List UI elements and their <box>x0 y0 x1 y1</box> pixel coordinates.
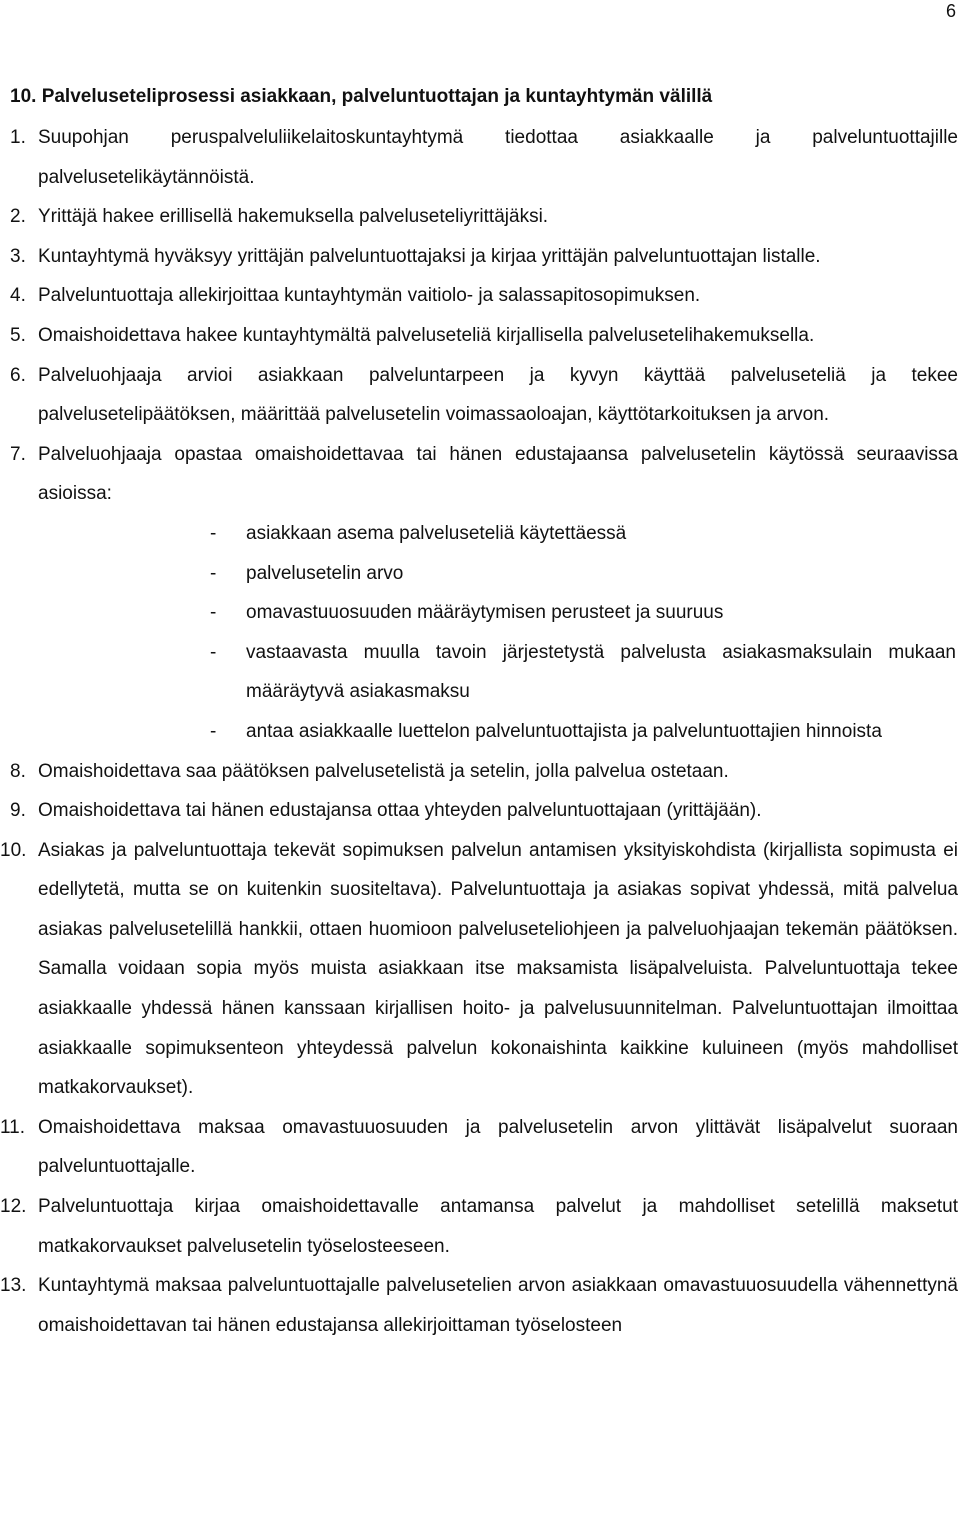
step-text: Omaishoidettava saa päätöksen palvelusetelistä ja setelin, jolla palvelua ostetaan. <box>38 760 729 782</box>
step-number: 9. <box>10 800 26 822</box>
page-number: 6 <box>945 1 956 21</box>
step-text: Asiakas ja palveluntuottaja tekevät sopimuksen palvelun antamisen yksityiskohdista (kirjallista sopimusta ei edellytetä, mutta se on kuitenkin suositeltava). Palveluntuottaja ja asiakas sopivat yhdessä, mitä palvelua asiakas palvelusetelillä hankkii, ottaen huomioon palveluseteliohjeen ja palveluohjaajan tekemän päätöksen. Samalla voidaan sopia myös muista asiakkaan itse maksamista lisäpalveluista. Palveluntuottaja tekee asiakkaalle yhdessä hänen kanssaan kirjallisen hoito- ja palvelusuunnitelman. Palveluntuottajan ilmoittaa asiakkaalle sopimuksenteon yhteydessä palvelun kokonaishinta kaikkine kuluineen (myös mahdolliset matkakorvaukset). <box>38 839 958 1099</box>
sub-item-text: palvelusetelin arvo <box>246 562 404 584</box>
step-number: 1. <box>10 127 26 148</box>
list-item <box>0 831 958 1108</box>
step-number: 6. <box>10 364 26 386</box>
sub-list-item <box>38 712 958 752</box>
list-item <box>0 197 958 237</box>
step-number: 3. <box>10 245 26 267</box>
step-text: Suupohjan peruspalveluliikelaitoskuntayhtymä tiedottaa asiakkaalle ja palveluntuottajille palvelusetelikäytännöistä. <box>38 127 958 188</box>
step-number: 7. <box>10 443 26 465</box>
step-number: 4. <box>10 285 26 307</box>
sub-item-text: omavastuuosuuden määräytymisen perusteet ja suuruus <box>246 602 724 624</box>
step-text: Yrittäjä hakee erillisellä hakemuksella palveluseteliyrittäjäksi. <box>38 206 549 228</box>
step-text: Palveluohjaaja arvioi asiakkaan palveluntarpeen ja kyvyn käyttää palveluseteliä ja tekee palvelusetelipäätöksen, määrittää palvelusetelin voimassaoloajan, käyttötarkoituksen ja arvon. <box>38 364 958 426</box>
step-text: Omaishoidettava tai hänen edustajansa ottaa yhteyden palveluntuottajaan (yrittäjään). <box>38 800 762 822</box>
sub-list-item <box>38 593 958 633</box>
step-number: 10. <box>0 839 27 861</box>
list-item <box>0 791 958 831</box>
list-item <box>0 1187 958 1266</box>
dash-bullet: - <box>210 602 217 624</box>
step-text: Omaishoidettava maksaa omavastuuosuuden ja palvelusetelin arvon ylittävät lisäpalvelut suoraan palveluntuottajalle. <box>38 1116 958 1178</box>
sub-list-item <box>38 633 958 712</box>
sub-item-text: asiakkaan asema palveluseteliä käytettäessä <box>246 522 627 544</box>
step-number: 11. <box>0 1116 26 1138</box>
section-heading: 10. Palveluseteliprosessi asiakkaan, palveluntuottajan ja kuntayhtymän välillä <box>10 86 713 107</box>
step-number: 13. <box>0 1275 27 1297</box>
sub-list-item <box>38 554 958 594</box>
list-item <box>0 237 958 277</box>
sub-list-item <box>38 514 958 554</box>
dash-bullet: - <box>210 562 217 584</box>
list-item <box>0 752 958 792</box>
sub-item-text: antaa asiakkaalle luettelon palveluntuottajista ja palveluntuottajien hinnoista <box>246 720 882 742</box>
list-item <box>0 118 958 197</box>
list-item <box>0 356 958 435</box>
step-text: Omaishoidettava hakee kuntayhtymältä palveluseteliä kirjallisella palvelusetelihakemuksella. <box>38 324 815 346</box>
process-steps-list <box>0 118 958 1345</box>
step-number: 5. <box>10 324 26 346</box>
step-text: Kuntayhtymä maksaa palveluntuottajalle palvelusetelien arvon asiakkaan omavastuuosuudella vähennettynä omaishoidettavan tai hänen edustajansa allekirjoittaman työselosteen <box>38 1275 958 1336</box>
list-item <box>0 316 958 356</box>
step-text: Palveluntuottaja kirjaa omaishoidettavalle antamansa palvelut ja mahdolliset setelillä maksetut matkakorvaukset palvelusetelin työselosteeseen. <box>38 1196 958 1257</box>
step-number: 2. <box>10 206 26 228</box>
step-text: Palveluntuottaja allekirjoittaa kuntayhtymän vaitiolo- ja salassapitosopimuksen. <box>38 285 701 307</box>
list-item <box>0 435 958 752</box>
dash-bullet: - <box>210 720 217 742</box>
guidance-topics-list <box>38 514 958 752</box>
step-number: 12. <box>0 1196 27 1218</box>
step-text: Palveluohjaaja opastaa omaishoidettavaa tai hänen edustajaansa palvelusetelin käytössä seuraavissa asioissa: <box>38 443 958 505</box>
step-text: Kuntayhtymä hyväksyy yrittäjän palveluntuottajaksi ja kirjaa yrittäjän palveluntuottajan listalle. <box>38 245 821 267</box>
step-number: 8. <box>10 760 26 782</box>
sub-item-text: vastaavasta muulla tavoin järjestetystä palvelusta asiakasmaksulain mukaan määräytyvä asiakasmaksu <box>246 641 956 703</box>
list-item <box>0 1266 958 1345</box>
list-item <box>0 276 958 316</box>
list-item <box>0 1108 958 1187</box>
dash-bullet: - <box>210 641 217 663</box>
dash-bullet: - <box>210 522 217 544</box>
